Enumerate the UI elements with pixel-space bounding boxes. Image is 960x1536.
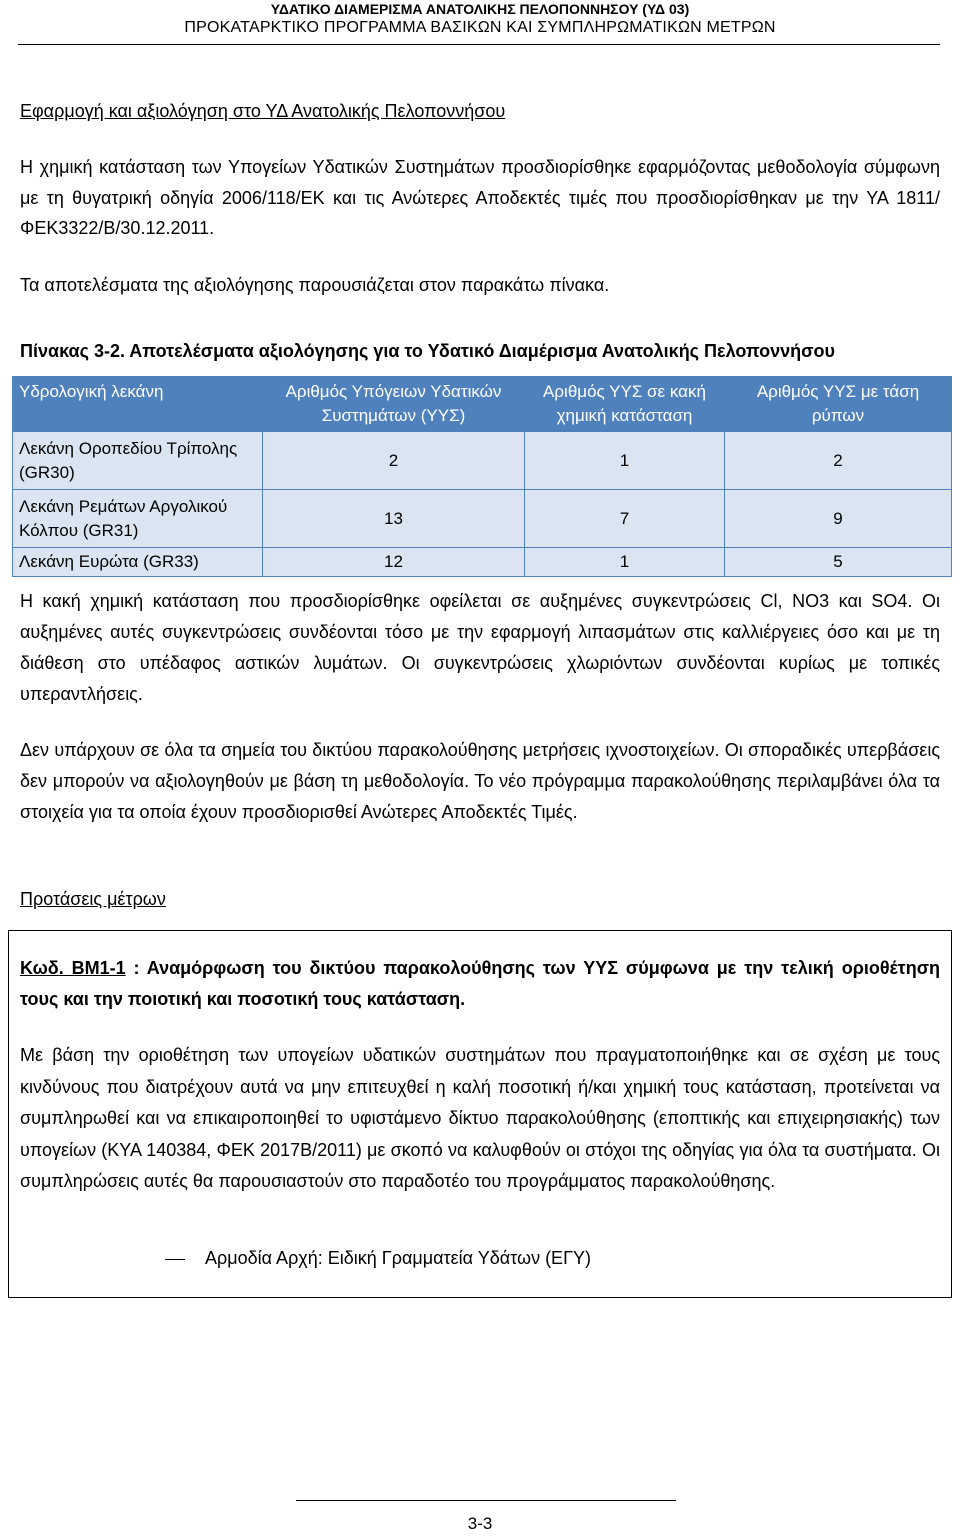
measure-title: Αναμόρφωση του δικτύου παρακολούθησης των ΥΥΣ σύμφωνα με την τελική οριοθέτηση τους και την ποιοτική και ποσοτική τους κατάσταση. <box>20 958 941 1009</box>
header-poor-status: Αριθμός ΥΥΣ σε κακή χημική κατάσταση <box>525 377 725 432</box>
header-line-2: ΠΡΟΚΑΤΑΡΚΤΙΚΟ ΠΡΟΓΡΑΜΜΑ ΒΑΣΙΚΩΝ ΚΑΙ ΣΥΜΠΛΗΡΩΜΑΤΙΚΩΝ ΜΕΤΡΩΝ <box>184 19 776 36</box>
results-table <box>12 376 952 577</box>
header-line-1: ΥΔΑΤΙΚΟ ΔΙΑΜΕΡΙΣΜΑ ΑΝΑΤΟΛΙΚΗΣ ΠΕΛΟΠΟΝΝΗΣΟΥ (ΥΔ 03) <box>270 1 690 17</box>
measure-description: Με βάση την οριοθέτηση των υπογείων υδατικών συστημάτων που πραγματοποιήθηκε και σε σχέση με τους κινδύνους που διατρέχουν αυτά να μην επιτευχθεί η καλή ποσοτική ή/και χημική τους κατάσταση, προτείνεται να συμπληρωθεί και να επικαιροποιηθεί το υφιστάμενο δίκτυο παρακολούθησης (εποπτικής και επιχειρησιακής) των υπογείων (ΚΥΑ 140384, ΦΕΚ 2017Β/2011) με σκοπό να καλυφθούν οι στόχοι της οδηγίας για όλα τα συστήματα. Οι συμπληρώσεις αυτές θα παρουσιαστούν στο παραδοτέο του προγράμματος παρακολούθησης. <box>20 1045 940 1192</box>
table-header-row <box>13 377 952 432</box>
paragraph-chemical-status: Η χημική κατάσταση των Υπογείων Υδατικών Συστημάτων προσδιορίσθηκε εφαρμόζοντας μεθοδολογία σύμφωνη με τη θυγατρική οδηγία 2006/118/ΕΚ και τις Ανώτερες Αποδεκτές τιμές που προσδιορίσθηκαν με την ΥΑ 1811/ΦΕΚ3322/Β/30.12.2011. <box>20 157 940 238</box>
header-basin: Υδρολογική λεκάνη <box>13 377 263 432</box>
table-row <box>13 548 952 577</box>
paragraph-results-intro: Τα αποτελέσματα της αξιολόγησης παρουσιάζεται στον παρακάτω πίνακα. <box>20 275 610 295</box>
page-header <box>0 0 960 38</box>
poor-status-count: 1 <box>525 548 725 577</box>
table-caption: Πίνακας 3-2. Αποτελέσματα αξιολόγησης για το Υδατικό Διαμέρισμα Ανατολικής Πελοποννήσου <box>20 341 835 361</box>
measure-authority: Αρμοδία Αρχή: Ειδική Γραμματεία Υδάτων (ΕΓΥ) <box>205 1248 591 1268</box>
poor-status-count: 7 <box>525 490 725 548</box>
header-pollutant-trend: Αριθμός ΥΥΣ με τάση ρύπων <box>725 377 952 432</box>
gwb-count: 2 <box>263 432 525 490</box>
poor-status-count: 1 <box>525 432 725 490</box>
page-number: 3-3 <box>467 1514 493 1533</box>
measure-heading <box>20 953 940 1015</box>
trend-count: 2 <box>725 432 952 490</box>
trend-count: 5 <box>725 548 952 577</box>
measure-separator: : <box>125 958 147 978</box>
footer-rule <box>296 1500 676 1501</box>
gwb-count: 12 <box>263 548 525 577</box>
dash-bullet-icon <box>165 1259 185 1260</box>
header-rule <box>18 44 940 45</box>
proposals-title: Προτάσεις μέτρων <box>20 889 166 909</box>
measure-code: Κωδ. ΒΜ1-1 <box>20 958 126 978</box>
paragraph-trace-elements: Δεν υπάρχουν σε όλα τα σημεία του δικτύου παρακολούθησης μετρήσεις ιχνοστοιχείων. Οι σποραδικές υπερβάσεις δεν μπορούν να αξιολογηθούν με βάση τη μεθοδολογία. Το νέο πρόγραμμα παρακολούθησης περιλαμβάνει όλα τα στοιχεία για τα οποία έχουν προσδιορισθεί Ανώτερες Αποδεκτές Τιμές. <box>20 740 940 822</box>
basin-name: Λεκάνη Οροπεδίου Τρίπολης (GR30) <box>13 432 263 490</box>
table-row <box>13 490 952 548</box>
paragraph-poor-status-causes: Η κακή χημική κατάσταση που προσδιορίσθηκε οφείλεται σε αυξημένες συγκεντρώσεις Cl, NO3 και SO4. Οι αυξημένες αυτές συγκεντρώσεις συνδέονται τόσο με την εφαρμογή λιπασμάτων στις καλλιέργειες όσο και με τη διάθεση στο υπέδαφος αστικών λυμάτων. Οι συγκεντρώσεις χλωριόντων συνδέονται κυρίως με τοπικές υπεραντλήσεις. <box>20 591 940 704</box>
measure-box <box>8 930 952 1298</box>
trend-count: 9 <box>725 490 952 548</box>
gwb-count: 13 <box>263 490 525 548</box>
table-row <box>13 432 952 490</box>
basin-name: Λεκάνη Ευρώτα (GR33) <box>13 548 263 577</box>
section-title: Εφαρμογή και αξιολόγηση στο ΥΔ Ανατολικής Πελοποννήσου <box>20 101 506 121</box>
basin-name: Λεκάνη Ρεμάτων Αργολικού Κόλπου (GR31) <box>13 490 263 548</box>
measure-authority-item <box>165 1243 865 1274</box>
header-gwb-count: Αριθμός Υπόγειων Υδατικών Συστημάτων (ΥΥΣ) <box>263 377 525 432</box>
